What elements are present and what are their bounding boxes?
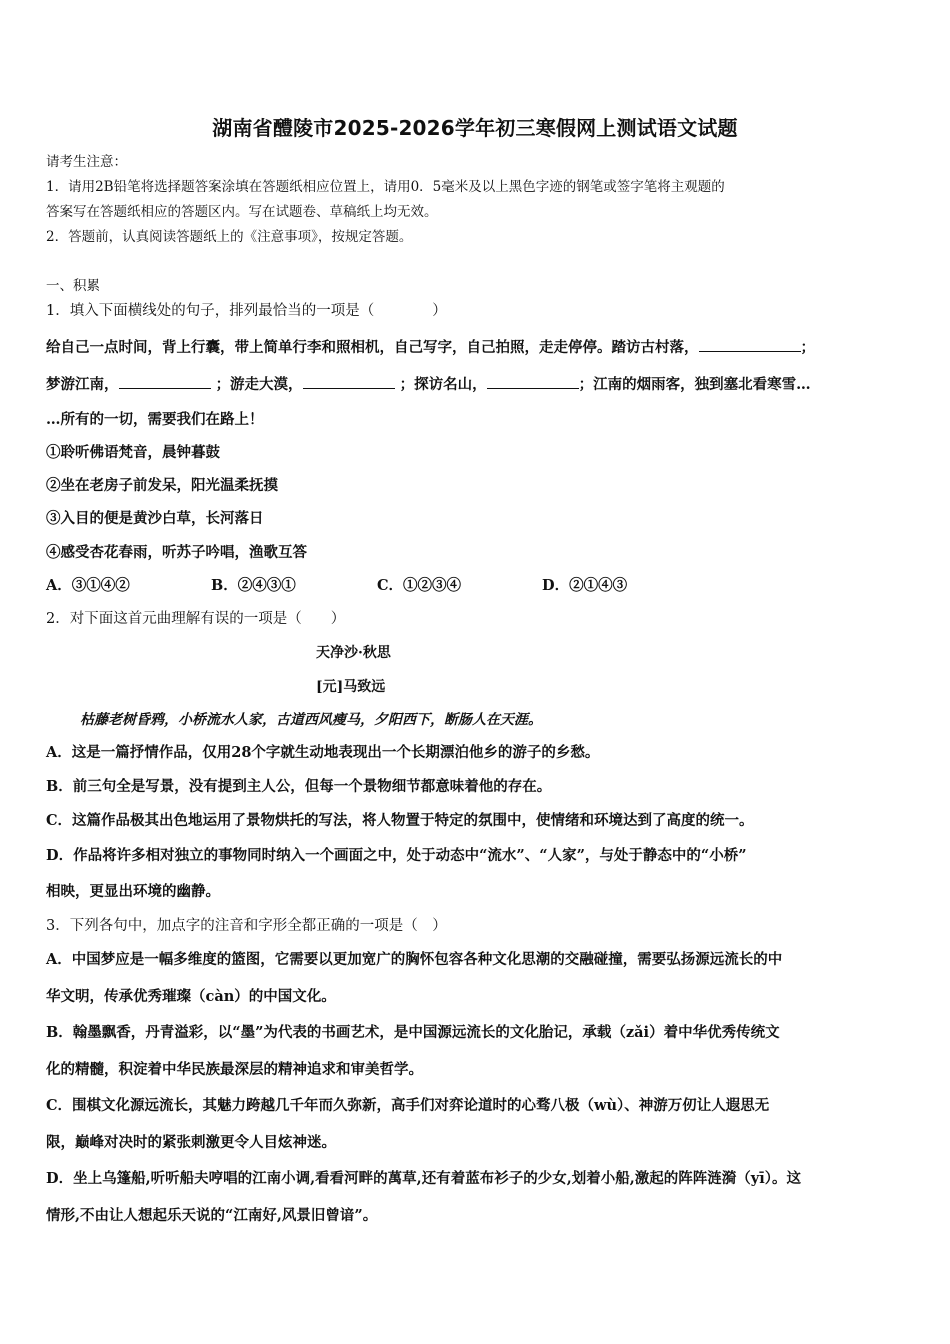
- notice-item-2: 2．答题前，认真阅读答题纸上的《注意事项》，按规定答题。: [46, 229, 413, 245]
- question-3-option-c-line-2: 限，巅峰对决时的紧张刺激更令人目炫神迷。: [46, 1134, 336, 1151]
- passage-text: 给自己一点时间，背上行囊，带上简单行李和照相机，自己写字，自己拍照，走走停停。踏访古村落，: [46, 339, 699, 356]
- question-1-stem: 1．填入下面横线处的句子，排列最恰当的一项是（ ）: [46, 303, 447, 319]
- blank-1: [699, 336, 801, 352]
- question-1-option-c: C．①②③④: [377, 577, 462, 594]
- page-title: 湖南省醴陵市2025-2026学年初三寒假网上测试语文试题: [212, 116, 738, 140]
- question-2-option-b: B．前三句全是写景，没有提到主人公，但每一个景物细节都意味着他的存在。: [46, 778, 552, 795]
- question-2-stem: 2．对下面这首元曲理解有误的一项是（ ）: [46, 611, 346, 627]
- question-1-option-d: D．②①④③: [542, 577, 628, 594]
- question-1-passage-line-2: [46, 373, 811, 395]
- question-2-option-c: C．这篇作品极其出色地运用了景物烘托的写法，将人物置于特定的氛围中，使情绪和环境达到了高度的统一。: [46, 812, 754, 829]
- poem-title: 天净沙·秋思: [316, 645, 391, 661]
- question-3-option-a-line-1: A．中国梦应是一幅多维度的篮图，它需要以更加宽广的胸怀包容各种文化思潮的交融碰撞，需要弘扬源远流长的中: [46, 951, 783, 968]
- blank-4: [487, 373, 579, 389]
- question-3-option-c-line-1: C．围棋文化源远流长，其魅力跨越几千年而久弥新，高手们对弈论道时的心骛八极（wù）、神游万仞让人遐思无: [46, 1097, 770, 1114]
- section-heading: 一、积累: [46, 278, 100, 294]
- notice-item-1-line-1: 1．请用2B铅笔将选择题答案涂填在答题纸相应位置上，请用0．5毫米及以上黑色字迹的钢笔或签字笔将主观题的: [46, 179, 725, 195]
- question-3-stem: 3．下列各句中，加点字的注音和字形全都正确的一项是（ ）: [46, 918, 447, 934]
- question-2-option-a: A．这是一篇抒情作品，仅用28个字就生动地表现出一个长期漂泊他乡的游子的乡愁。: [46, 744, 600, 761]
- blank-2: [119, 373, 211, 389]
- question-3-option-d-line-1: D．坐上乌篷船,听听船夫哼唱的江南小调,看看河畔的萬草,还有着蓝布衫子的少女,划着小船,激起的阵阵涟漪（yī）。这: [46, 1170, 801, 1187]
- blank-3: [303, 373, 395, 389]
- poem-author: [元]马致远: [316, 679, 386, 695]
- passage-text: ；江南的烟雨客，独到塞北看寒雪…: [578, 376, 811, 393]
- passage-text: 梦游江南，: [46, 376, 119, 393]
- question-3-option-d-line-2: 情形,不由让人想起乐天说的“江南好,风景旧曾谙”。: [46, 1207, 378, 1224]
- question-1-item-1: ①聆听佛语梵音，晨钟暮鼓: [46, 444, 220, 461]
- question-3-option-b-line-2: 化的精髓，积淀着中华民族最深层的精神追求和审美哲学。: [46, 1061, 423, 1078]
- question-2-option-d-line-2: 相映，更显出环境的幽静。: [46, 883, 220, 900]
- question-3-option-b-line-1: B．翰墨飘香，丹青溢彩，以“墨”为代表的书画艺术，是中国源远流长的文化胎记，承载（zǎi）着中华优秀传统文: [46, 1024, 780, 1041]
- question-3-option-a-line-2: 华文明，传承优秀璀璨（càn）的中国文化。: [46, 988, 336, 1005]
- passage-text: ；游走大漠，: [215, 376, 303, 393]
- question-1-item-2: ②坐在老房子前发呆，阳光温柔抚摸: [46, 477, 278, 494]
- passage-text: ；探访名山，: [399, 376, 487, 393]
- notice-item-1-line-2: 答案写在答题纸相应的答题区内。写在试题卷、草稿纸上均无效。: [46, 204, 438, 220]
- question-1-passage-line-1: [46, 336, 815, 358]
- question-1-passage-line-3: …所有的一切，需要我们在路上！: [46, 411, 264, 428]
- question-1-option-b: B．②④③①: [211, 577, 296, 594]
- passage-text: ；: [800, 339, 815, 356]
- question-1-option-a: A．③①④②: [46, 577, 130, 594]
- question-1-item-3: ③入目的便是黄沙白草，长河落日: [46, 510, 264, 527]
- question-2-option-d-line-1: D．作品将许多相对独立的事物同时纳入一个画面之中，处于动态中“流水”、“人家”，与处于静态中的“小桥”: [46, 847, 747, 864]
- question-1-item-4: ④感受杏花春雨，听苏子吟唱，渔歌互答: [46, 544, 307, 561]
- poem-text: 枯藤老树昏鸦，小桥流水人家，古道西风瘦马，夕阳西下，断肠人在天涯。: [80, 712, 542, 728]
- notice-heading: 请考生注意：: [46, 154, 127, 170]
